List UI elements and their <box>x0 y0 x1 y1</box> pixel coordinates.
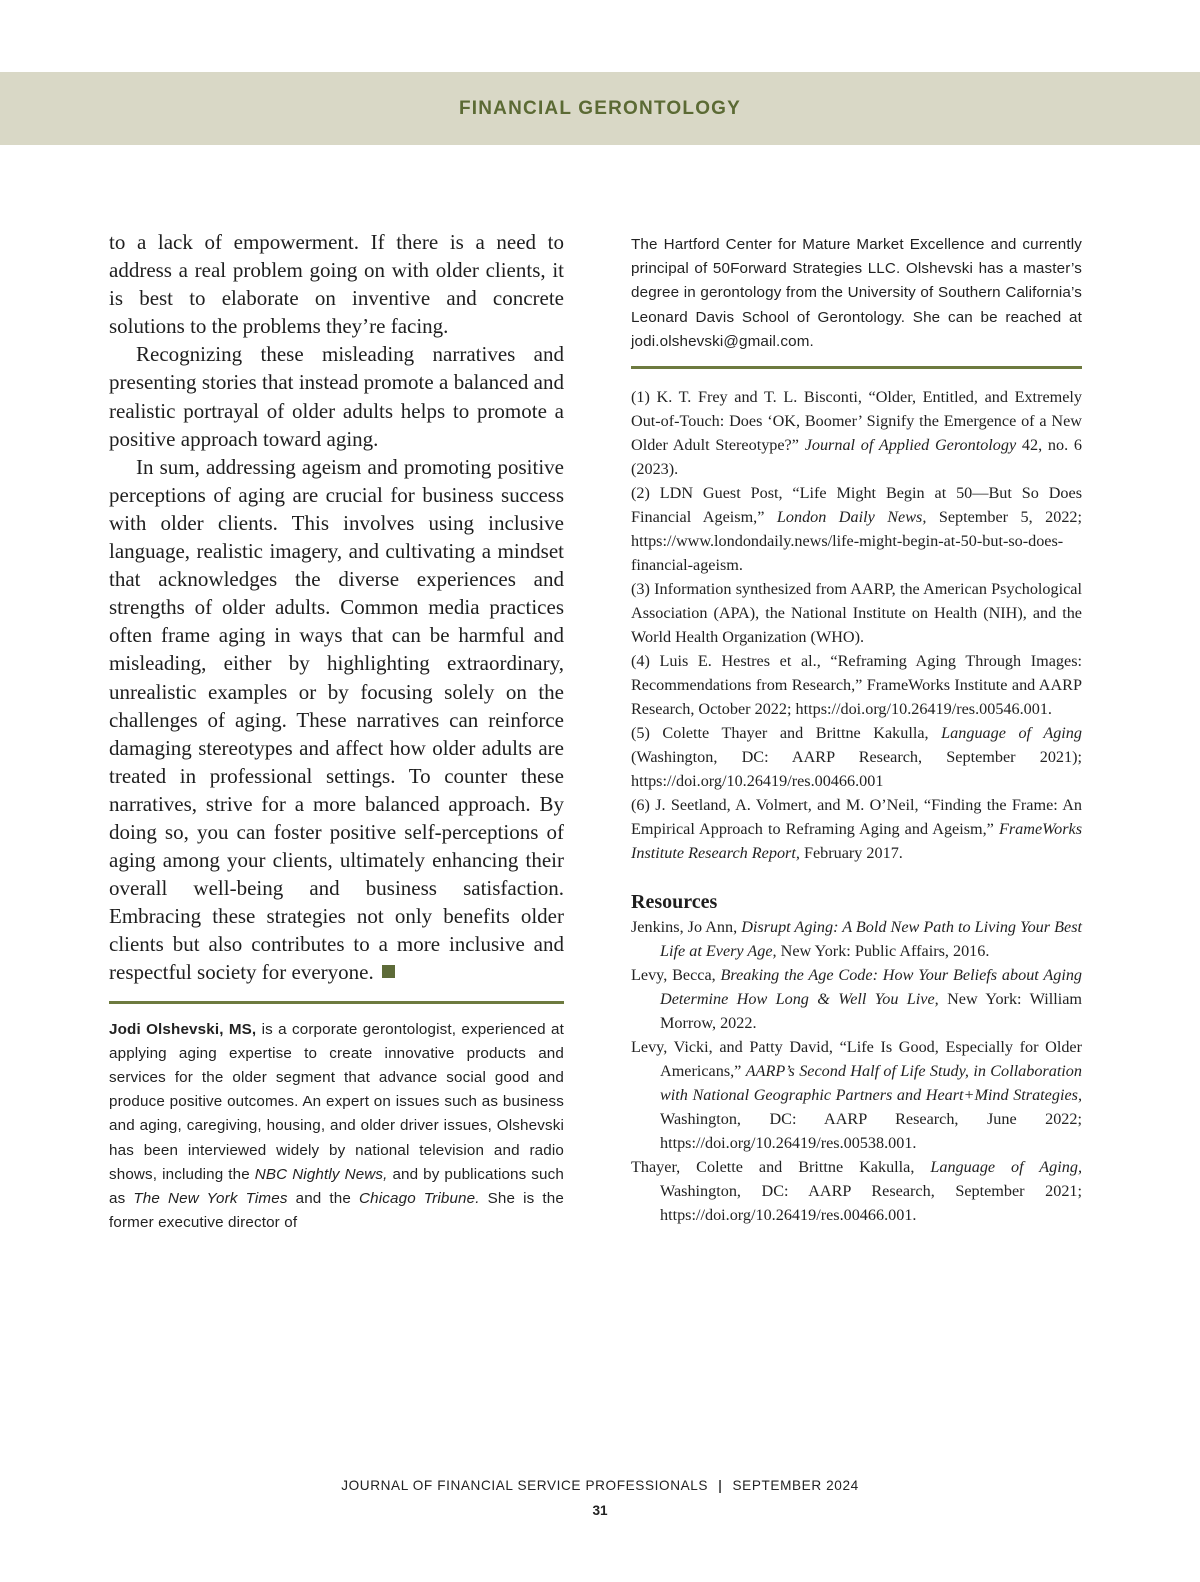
resource-title: AARP’s Second Half of Life Study, in Collaboration with National Geographic Partners and Heart+Mind Strategies, <box>660 1062 1082 1105</box>
resource-text: Jenkins, Jo Ann, <box>631 918 742 937</box>
journal-name: JOURNAL OF FINANCIAL SERVICE PROFESSIONALS <box>341 1478 709 1493</box>
bio-text: She is the former executive director of <box>109 1189 564 1232</box>
endnote-text: September 5, 2022; https://www.londondaily.news/life-might-begin-at-50-but-so-does-financial-ageism. <box>631 508 1083 575</box>
endnote-text: (5) Colette Thayer and Brittne Kakulla, <box>631 724 942 743</box>
resource-title: Disrupt Aging: A Bold New Path to Living Your Best Life at Every Age, <box>660 918 1082 961</box>
endnote-title: FrameWorks Institute Research Report, <box>631 820 1082 863</box>
author-name: Jodi Olshevski, MS, <box>109 1020 257 1038</box>
endnotes <box>631 385 1082 865</box>
header-band <box>0 72 1200 145</box>
bio-publication: The New York Times <box>133 1189 288 1207</box>
endnote <box>631 385 1082 481</box>
endnote-text: (Washington, DC: AARP Research, September 2021); https://doi.org/10.26419/res.00466.001 <box>631 748 1082 791</box>
endnote-title: Journal of Applied Gerontology <box>804 436 1017 455</box>
bio-publication: Chicago Tribune. <box>359 1189 480 1207</box>
body-paragraph: to a lack of empowerment. If there is a need to address a real problem going on with older clients, it is best to elaborate on inventive and concrete solutions to the problems they’re facing. <box>109 230 564 339</box>
bio-publication: NBC Nightly News, <box>254 1165 388 1183</box>
endnote-text: (2) LDN Guest Post, “Life Might Begin at 50—But So Does Financial Ageism,” <box>631 484 1082 527</box>
endnote: (4) Luis E. Hestres et al., “Reframing Aging Through Images: Recommendations from Research,” FrameWorks Institute and AARP Research, October 2022; https://doi.org/10.26419/res.00546.001. <box>631 652 1082 719</box>
author-bio-continued: The Hartford Center for Mature Market Excellence and currently principal of 50Forward Strategies LLC. Olshevski has a master’s degree in gerontology from the University of Southern California’s Leonard Davis School of Gerontology. She can be reached at jodi.olshevski@gmail.com. <box>631 236 1082 350</box>
resource-item <box>631 1155 1082 1227</box>
body-paragraph: Recognizing these misleading narratives and presenting stories that instead promote a balanced and realistic portrayal of older adults helps to promote a positive approach toward aging. <box>109 342 564 451</box>
endnote <box>631 481 1082 577</box>
resource-text: Levy, Vicki, and Patty David, “Life Is Good, Especially for Older Americans,” <box>631 1038 1082 1081</box>
body-paragraph-text: In sum, addressing ageism and promoting positive perceptions of aging are crucial for business success with older clients. This involves using inclusive language, realistic imagery, and cultivating a mindset that acknowledges the diverse experiences and strengths of older adults. Common media practices often frame aging in ways that can be harmful and misleading, either by highlighting extraordinary, unrealistic examples or by focusing solely on the challenges of aging. These narratives can reinforce damaging stereotypes and affect how older adults are treated in professional settings. To counter these narratives, strive for a more balanced approach. By doing so, you can foster positive self-perceptions of aging among your clients, ultimately enhancing their overall well-being and business satisfaction. Embracing these strategies not only benefits older clients but also contributes to a more inclusive and respectful society for everyone. <box>109 454 564 985</box>
footer-separator: | <box>718 1478 723 1493</box>
resource-title: Breaking the Age Code: How Your Beliefs about Aging Determine How Long & Well You Live, <box>660 966 1083 1009</box>
endnote <box>631 721 1082 793</box>
body-paragraph-final <box>109 453 564 987</box>
endnote: (3) Information synthesized from AARP, the American Psychological Association (APA), the National Institute on Health (NIH), and the World Health Organization (WHO). <box>631 580 1082 647</box>
author-bio <box>109 1018 564 1236</box>
resource-text: Washington, DC: AARP Research, June 2022; https://doi.org/10.26419/res.00538.001. <box>660 1110 1082 1153</box>
page-number: 31 <box>592 1503 608 1518</box>
endnote-text: February 2017. <box>799 844 903 863</box>
left-column <box>109 228 564 1235</box>
right-column <box>631 233 1082 1227</box>
endnote-text: (6) J. Seetland, A. Volmert, and M. O’Neil, “Finding the Frame: An Empirical Approach to Reframing Aging and Ageism,” <box>631 796 1082 839</box>
endnote-text: 42, no. 6 (2023). <box>631 436 1082 479</box>
end-mark-icon <box>382 965 395 978</box>
divider <box>631 366 1082 369</box>
page-footer <box>0 1478 1200 1493</box>
bio-text: is a corporate gerontologist, experienced at applying aging expertise to create innovative products and services for the older segment that advance social good and produce positive outcomes. An expert on issues such as business and aging, caregiving, housing, and older driver issues, Olshevski has been interviewed widely by national television and radio shows, including the <box>109 1020 564 1183</box>
endnote <box>631 793 1082 865</box>
resource-text: Levy, Becca, <box>631 966 721 985</box>
resources-heading: Resources <box>631 891 718 914</box>
resource-text: Washington, DC: AARP Research, September 2021; https://doi.org/10.26419/res.00466.001. <box>660 1182 1082 1225</box>
bio-text: and the <box>287 1189 360 1207</box>
resource-title: Language of Aging, <box>930 1158 1082 1177</box>
endnote-text: (1) K. T. Frey and T. L. Bisconti, “Older, Entitled, and Extremely Out-of-Touch: Does ‘OK, Boomer’ Signify the Emergence of a New Older Adult Stereotype?” <box>631 388 1082 455</box>
issue-date: SEPTEMBER 2024 <box>732 1478 859 1493</box>
divider <box>109 1001 564 1004</box>
resource-text: New York: William Morrow, 2022. <box>660 990 1082 1033</box>
resource-item <box>631 963 1082 1035</box>
resource-text: New York: Public Affairs, 2016. <box>776 942 990 961</box>
endnote-title: London Daily News, <box>776 508 927 527</box>
bio-text: and by publications such as <box>109 1165 564 1207</box>
resource-item <box>631 1035 1082 1155</box>
section-title: FINANCIAL GERONTOLOGY <box>458 97 742 119</box>
resource-text: Thayer, Colette and Brittne Kakulla, <box>631 1158 931 1177</box>
endnote-title: Language of Aging <box>941 724 1082 743</box>
resource-item <box>631 915 1082 963</box>
